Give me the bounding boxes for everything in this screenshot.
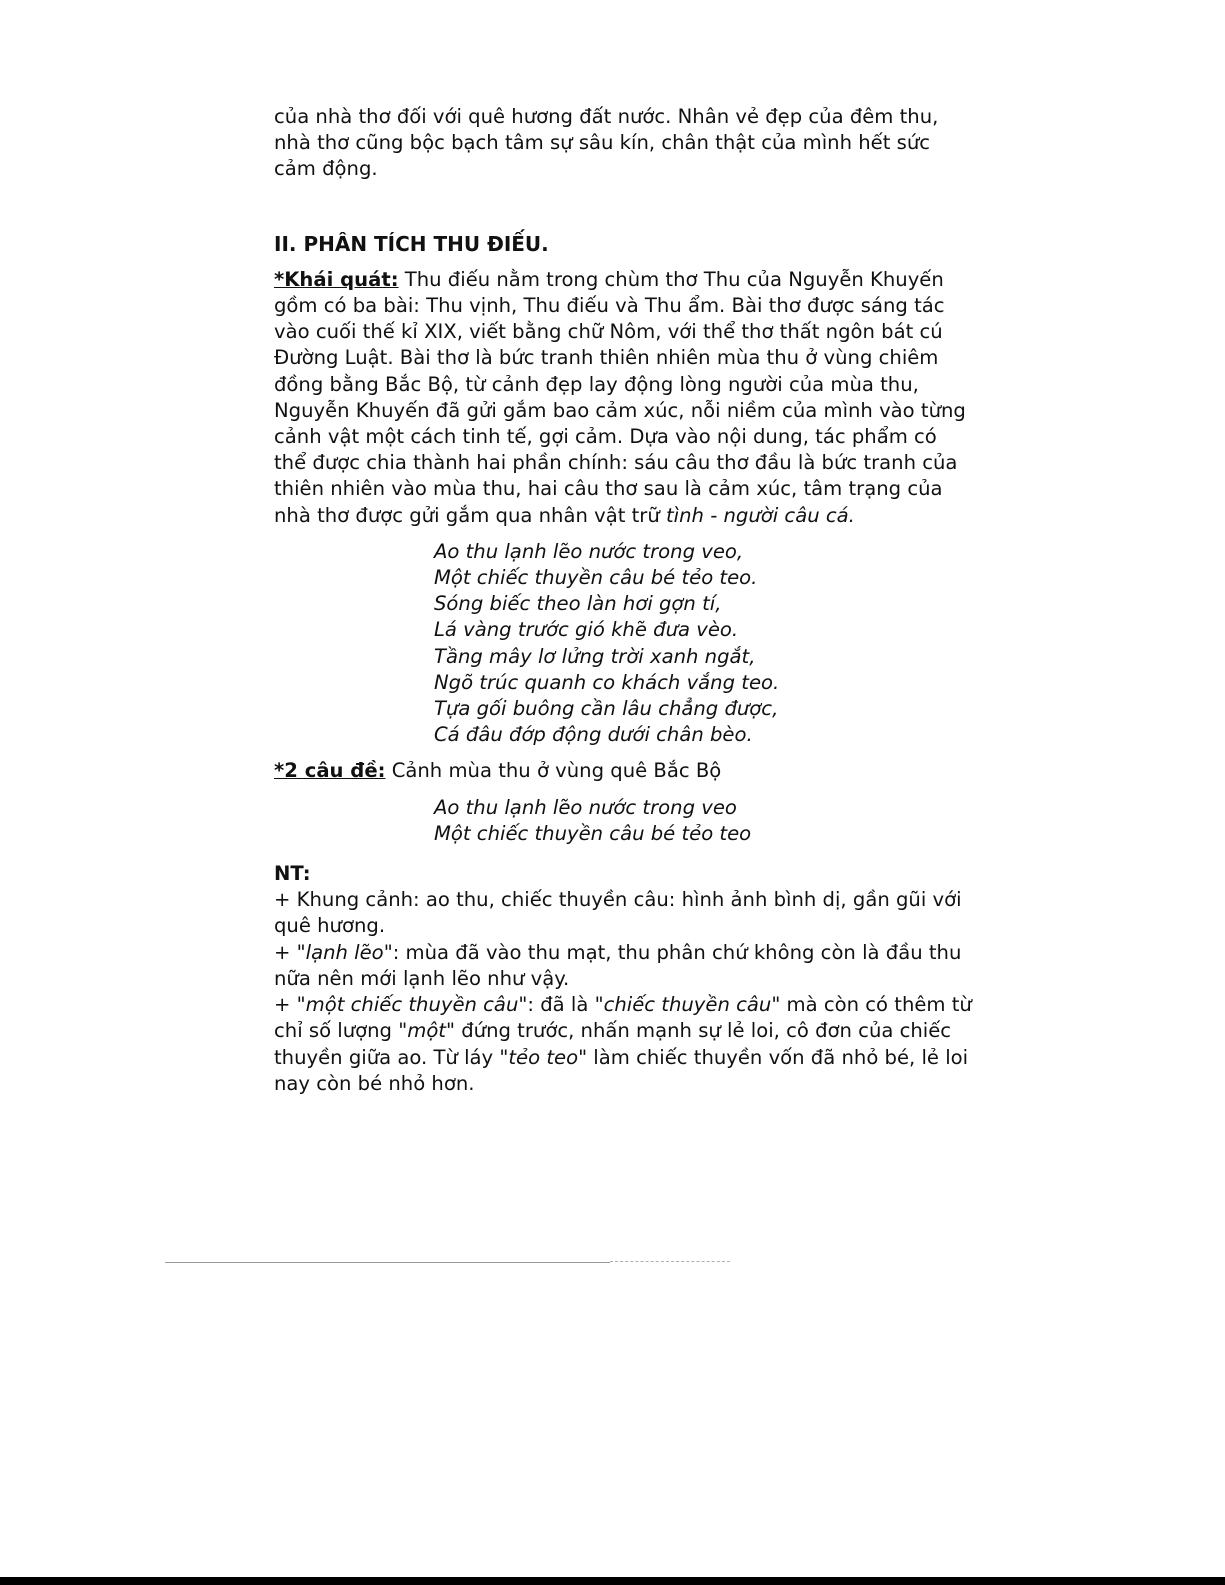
poem-excerpt (434, 795, 974, 847)
nt-italic: chiếc thuyền câu (603, 993, 772, 1017)
nt-text: ": đã là " (518, 993, 604, 1017)
intro-paragraph: của nhà thơ đối với quê hương đất nước. Nhân vẻ đẹp của đêm thu, nhà thơ cũng bộc bạch tâm sự sâu kín, chân thật của mình hết sức cảm động. (274, 105, 939, 181)
poem-line: Tầng mây lơ lửng trời xanh ngắt, (434, 644, 756, 668)
nt-item-3 (274, 992, 974, 1097)
khai-quat-paragraph (274, 267, 974, 529)
poem-excerpt-line: Một chiếc thuyền câu bé tẻo teo (434, 821, 752, 845)
nt-text: + " (274, 940, 306, 964)
footer-divider (165, 1262, 610, 1263)
nt-italic: một chiếc thuyền câu (305, 993, 519, 1017)
footer-divider-tail (610, 1261, 730, 1262)
nt-label: NT: (274, 862, 311, 886)
nt-text: " đứng trước, nhấn mạnh sự lẻ loi, cô đơn của chiếc thuyền giữa ao. Từ láy " (274, 1019, 952, 1069)
poem-line: Một chiếc thuyền câu bé tẻo teo. (434, 566, 758, 590)
nt-text: " mà còn có thêm từ chỉ số lượng " (274, 993, 972, 1043)
page-bottom-bar (0, 1577, 1225, 1585)
document-page (274, 104, 974, 1097)
nt-italic: tẻo teo (508, 1045, 579, 1069)
poem-full (434, 539, 974, 749)
poem-line: Ngõ trúc quanh co khách vắng teo. (434, 670, 780, 694)
khai-quat-text: Thu điếu nằm trong chùm thơ Thu của Nguyễn Khuyến gồm có ba bài: Thu vịnh, Thu điếu và Thu ẩm. Bài thơ được sáng tác vào cuối thế kỉ XIX, viết bằng chữ Nôm, với thể thơ thất ngôn bát cú Đường Luật. Bài thơ là bức tranh thiên nhiên mùa thu ở vùng chiêm đồng bằng Bắc Bộ, từ cảnh đẹp lay động lòng người của mùa thu, Nguyễn Khuyến đã gửi gắm bao cảm xúc, nỗi niềm của mình vào từng cảnh vật một cách tinh tế, gợi cảm. Dựa vào nội dung, tác phẩm có thể được chia thành hai phần chính: sáu câu thơ đầu là bức tranh của thiên nhiên vào mùa thu, hai câu thơ sau là cảm xúc, tâm trạng của nhà thơ được gửi gắm qua nhân vật trữ (274, 267, 966, 527)
nt-item-2 (274, 940, 974, 992)
khai-quat-italic: tình - người câu cá. (666, 503, 855, 527)
nt-italic: một (407, 1019, 446, 1043)
section-heading: II. PHÂN TÍCH THU ĐIẾU. (274, 231, 549, 256)
poem-line: Cá đâu đớp động dưới chân bèo. (434, 723, 753, 747)
poem-line: Ao thu lạnh lẽo nước trong veo, (434, 539, 744, 563)
nt-text: " làm chiếc thuyền vốn đã nhỏ bé, lẻ loi nay còn bé nhỏ hơn. (274, 1045, 969, 1095)
poem-line: Sóng biếc theo làn hơi gợn tí, (434, 592, 722, 616)
khai-quat-label: *Khái quát: (274, 267, 399, 291)
nt-item-1: + Khung cảnh: ao thu, chiếc thuyền câu: hình ảnh bình dị, gần gũi với quê hương. (274, 888, 962, 938)
nt-text: + " (274, 993, 306, 1017)
nt-text: ": mùa đã vào thu mạt, thu phân chứ không còn là đầu thu nữa nên mới lạnh lẽo như vậy. (274, 940, 962, 990)
poem-line: Tựa gối buông cần lâu chẳng được, (434, 697, 779, 721)
poem-excerpt-line: Ao thu lạnh lẽo nước trong veo (434, 795, 737, 819)
nt-italic: lạnh lẽo (305, 940, 384, 964)
poem-line: Lá vàng trước gió khẽ đưa vèo. (434, 618, 739, 642)
cau-de-label: *2 câu đề: (274, 759, 386, 783)
cau-de-heading (274, 758, 974, 784)
cau-de-text: Cảnh mùa thu ở vùng quê Bắc Bộ (385, 759, 722, 783)
